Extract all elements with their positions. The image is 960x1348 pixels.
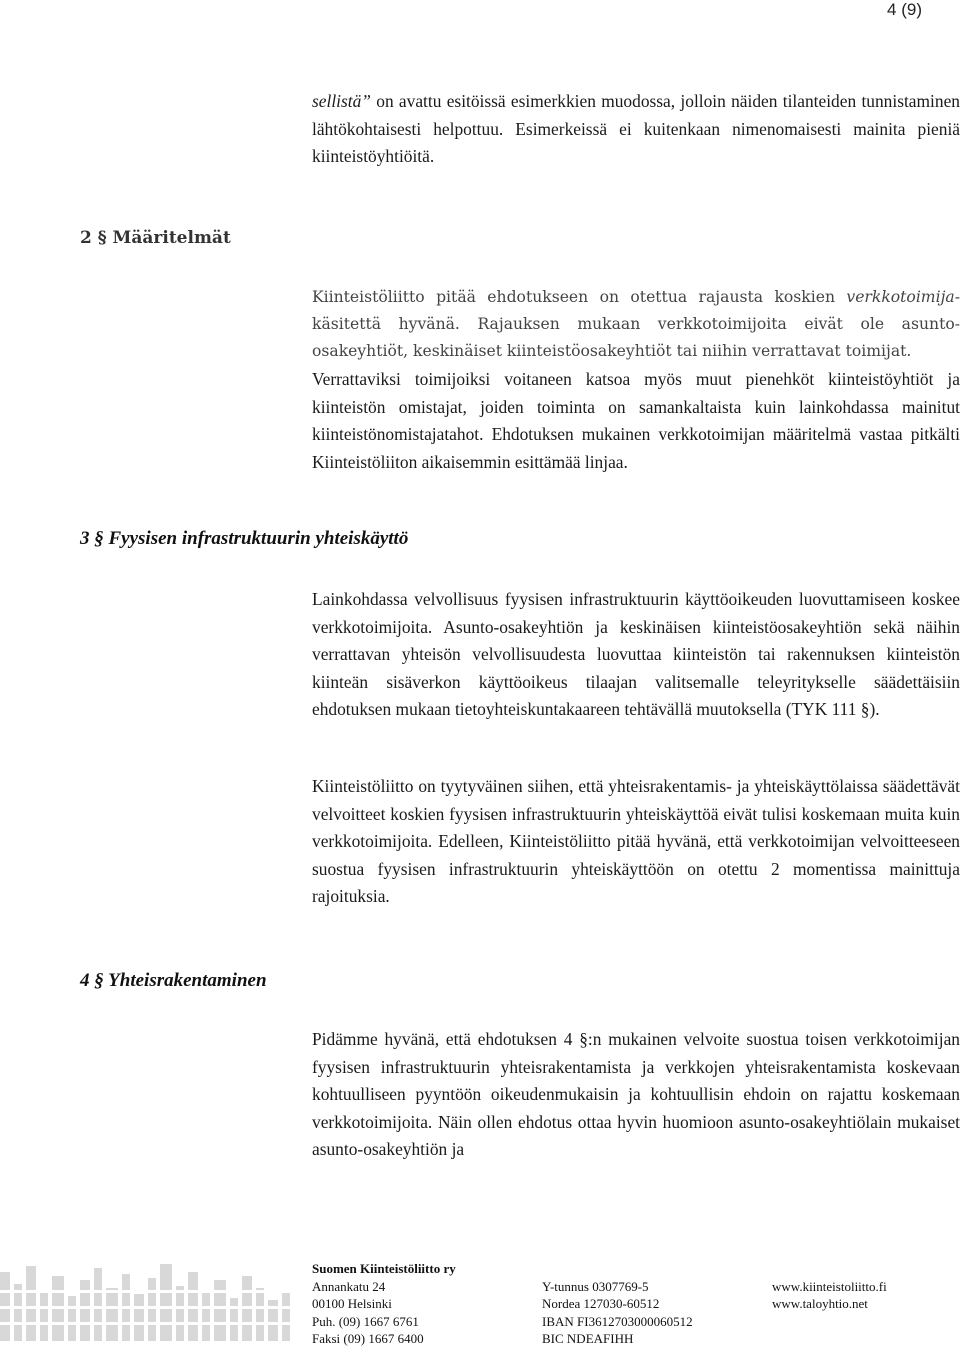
website-link[interactable]: www.kiinteistoliitto.fi [772,1278,887,1294]
section-2-paragraph-2: Verrattaviksi toimijoiksi voitaneen katsoa myös muut pienehköt kiinteistöyhtiöt ja kiinteistön omistajat, joiden toiminta on samankaltaista kuin lainkohdassa mainitut kiinteistönomistajatahot. Ehdotuksen mukainen verkkotoimijan määritelmä vastaa pitkälti Kiinteistöliiton aikaisemmin esittämää linjaa. [312,369,960,472]
page-number: 4 (9) [887,0,922,19]
website-link[interactable]: www.taloyhtio.net [772,1296,868,1311]
section-4-heading: 4 § Yhteisrakentaminen [80,970,267,991]
phone: Puh. (09) 1667 6761 [312,1313,419,1329]
s2-p1-italic: verkkotoimija- [846,288,960,306]
bank-account: Nordea 127030-60512 [542,1296,660,1311]
footer-ids [542,1278,693,1348]
footer-address [312,1260,456,1348]
address-line: Annankatu 24 [312,1278,386,1294]
section-4-paragraph-1: Pidämme hyvänä, että ehdotuksen 4 §:n mukainen velvoite suostua toisen verkkotoimijan fyysisen infrastruktuurin yhteisrakentamista ja verkkojen yhteisrakentamista koskevaan kohtuulliseen pyyntöön oikeudenmukaisin ja kohtuullisin ehdoin on rajattu koskemaan verkkotoimijoita. Näin ollen ehdotus ottaa hyvin huomioon asunto-osakeyhtiölain mukaiset asunto-osakeyhtiön ja [312,1029,960,1159]
bic: BIC NDEAFIHH [542,1331,634,1346]
org-name: Suomen Kiinteistöliitto ry [312,1261,456,1276]
section-2-paragraph-1 [312,284,960,365]
intro-text: on avattu esitöissä esimerkkien muodossa, jolloin näiden tilanteiden tunnistaminen lähtökohtaisesti helpottuu. Esimerkeissä ei kuitenkaan nimenomaisesti mainita pieniä kiinteistöyhtiöitä. [312,91,960,166]
section-3-paragraph-2: Kiinteistöliitto on tyytyväinen siihen, että yhteisrakentamis- ja yhteiskäyttölaissa säädettävät velvoitteet koskien fyysisen infrastruktuurin yhteiskäyttöä eivät tulisi koskemaan muita kuin verkkotoimijoita. Edelleen, Kiinteistöliitto pitää hyvänä, että verkkotoimijan velvoitteeseen suostua fyysisen infrastruktuurin yhteiskäyttöön on otettu 2 momentissa mainittuja rajoituksia. [312,776,960,906]
intro-paragraph [312,88,960,171]
s2-p1-a: Kiinteistöliitto pitää ehdotukseen on otettua rajausta koskien [312,288,847,306]
footer-web [772,1278,887,1313]
s2-p1-b: käsitettä hyvänä. Rajauksen mukaan verkkotoimijoita eivät ole asunto-osakeyhtiöt, keskinäiset kiinteistöosakeyhtiöt tai niihin verrattavat toimijat. [312,315,960,360]
section-2-heading: 2 § Määritelmät [80,228,231,248]
footer [0,1260,960,1346]
section-3-heading: 3 § Fyysisen infrastruktuurin yhteiskäyttö [80,528,409,549]
address-line: 00100 Helsinki [312,1296,392,1311]
kiinteistoliitto-logo-icon [0,1260,300,1341]
fax: Faksi (09) 1667 6400 [312,1331,424,1346]
section-3-paragraph-1: Lainkohdassa velvollisuus fyysisen infrastruktuurin käyttöoikeuden luovuttamiseen koskee verkkotoimijoita. Asunto-osakeyhtiön ja keskinäisen kiinteistöosakeyhtiön sekä näihin verrattavan yhteisön velvollisuudesta luovuttaa kiinteistön tai rakennuksen kiinteistön kiinteän sisäverkon käyttöoikeus tilaajan valitsemalle teleyritykselle säädettäisiin ehdotuksen mukaan tietoyhteiskuntakaareen tehtävällä muutoksella (TYK 111 §). [312,589,960,719]
iban: IBAN FI3612703000060512 [542,1313,693,1329]
intro-italic: sellistä” [312,91,371,111]
business-id: Y-tunnus 0307769-5 [542,1278,649,1294]
